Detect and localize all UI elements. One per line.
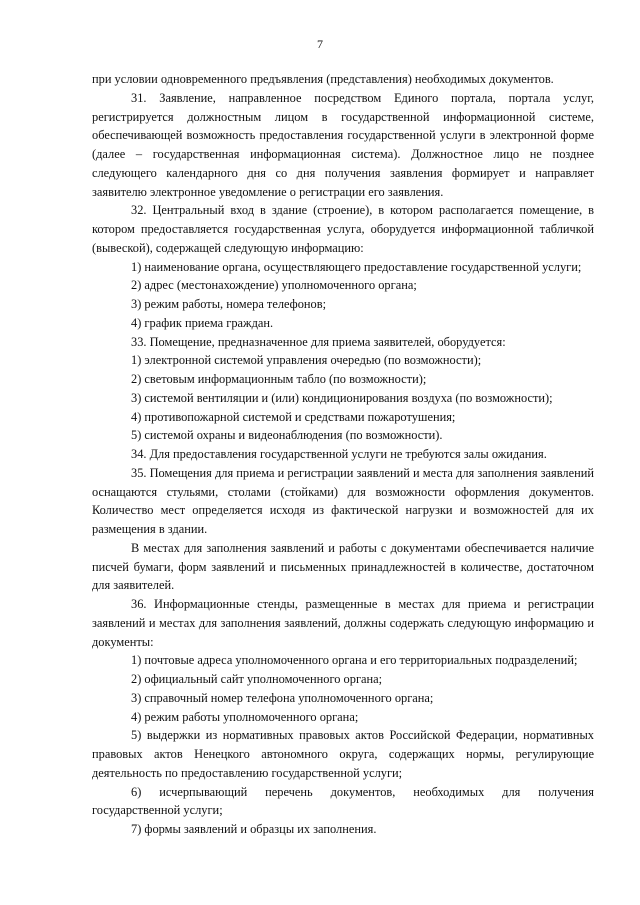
paragraph: 4) режим работы уполномоченного органа;	[131, 709, 359, 724]
paragraph: при условии одновременного предъявления (представления) необходимых документов.	[92, 72, 554, 86]
paragraph: 31. Заявление, направленное посредством Единого портала, портала услуг, регистрируется должностным лицом в государственной информационной системе, обеспечивающей возможность предоставления государственной услуги в электронной форме (далее – государственная информационная система). Должностное лицо не позднее следующего календарного дня со дня получения заявления формирует и направляет заявителю электронное уведомление о регистрации его заявления.	[92, 90, 594, 199]
paragraph: 6) исчерпывающий перечень документов, необходимых для получения государственной услуги;	[92, 784, 594, 818]
paragraph: 33. Помещение, предназначенное для приема заявителей, оборудуется:	[131, 334, 506, 349]
page-number: 7	[317, 37, 323, 51]
paragraph: 4) график приема граждан.	[131, 315, 274, 330]
paragraph: 34. Для предоставления государственной услуги не требуются залы ожидания.	[131, 447, 547, 461]
paragraph: 2) световым информационным табло (по возможности);	[131, 372, 427, 386]
paragraph: 2) адрес (местонахождение) уполномоченного органа;	[131, 278, 417, 293]
paragraph: 5) выдержки из нормативных правовых актов Российской Федерации, нормативных правовых актов Ненецкого автономного округа, содержащих нормы, регулирующие деятельность по предоставлению государственной услуги;	[92, 728, 594, 780]
paragraph: 5) системой охраны и видеонаблюдения (по возможности).	[131, 428, 443, 443]
paragraph: 35. Помещения для приема и регистрации заявлений и места для заполнения заявлений оснащаются стульями, столами (стойками) для возможности оформления документов. Количество мест определяется исходя из фактической нагрузки и возможностей для их размещения в здании.	[92, 465, 594, 536]
paragraph: 1) электронной системой управления очередью (по возможности);	[131, 353, 482, 368]
document-body	[92, 70, 594, 839]
paragraph: 7) формы заявлений и образцы их заполнения.	[131, 822, 377, 836]
paragraph: 3) режим работы, номера телефонов;	[131, 297, 327, 311]
paragraph: 3) справочный номер телефона уполномоченного органа;	[131, 690, 434, 705]
paragraph: 1) наименование органа, осуществляющего предоставление государственной услуги;	[131, 259, 582, 274]
paragraph: 3) системой вентиляции и (или) кондиционирования воздуха (по возможности);	[131, 390, 553, 405]
paragraph: 36. Информационные стенды, размещенные в местах для приема и регистрации заявлений и местах для заполнения заявлений, должны содержать следующую информацию и документы:	[92, 597, 594, 649]
paragraph: 2) официальный сайт уполномоченного органа;	[131, 672, 383, 686]
paragraph: 32. Центральный вход в здание (строение), в котором располагается помещение, в котором предоставляется государственная услуга, оборудуется информационной табличкой (вывеской), содержащей следующую информацию:	[92, 203, 594, 255]
paragraph: 4) противопожарной системой и средствами пожаротушения;	[131, 409, 456, 424]
paragraph: 1) почтовые адреса уполномоченного органа и его территориальных подразделений;	[131, 653, 578, 668]
paragraph: В местах для заполнения заявлений и работы с документами обеспечивается наличие писчей бумаги, форм заявлений и письменных принадлежностей в количестве, достаточном для заявителей.	[92, 540, 594, 593]
